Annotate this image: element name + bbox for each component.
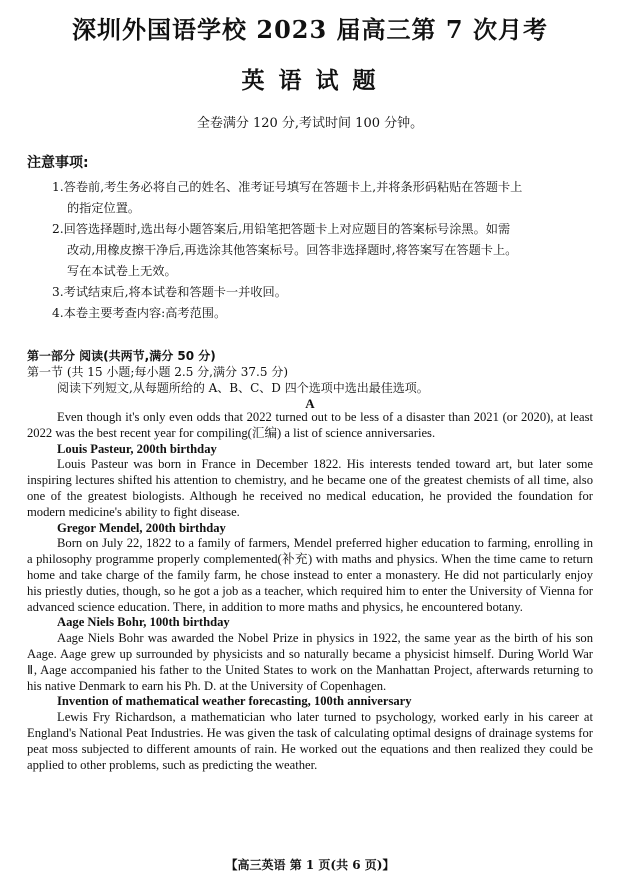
- passage-label: A: [305, 396, 315, 411]
- section-text-weather: Lewis Fry Richardson, a mathematician who later turned to psychology, worked early in his career at England's National Peat Industries. He was given the task of calculating optimal designs of drainage systems for peat moss subjected to different amounts of rain. He worked out the equations and then realized they could be applied to other problems, such as predicting the weather.: [27, 710, 593, 772]
- section-text-pasteur: Louis Pasteur was born in France in December 1822. His interests tended toward art, but later some inspiring lectures shifted his attention to chemistry, and he became one of the greatest chemists of all time, also one of the greatest biologists. Although he received no medical education, he provided the foundation for modern medicine's ability to fight disease.: [27, 457, 593, 519]
- notice-item-2: [52, 219, 600, 282]
- passage-intro: Even though it's only even odds that 2022 turned out to be less of a disaster than 2021 (or 2020), at least 2022 was the best recent year for compiling(汇编) a list of science anniversaries.: [27, 410, 593, 440]
- passage-body: [27, 410, 593, 773]
- section-title-pasteur: Louis Pasteur, 200th birthday: [57, 441, 217, 456]
- score-info: 全卷满分 120 分,考试时间 100 分钟。: [196, 116, 424, 131]
- notice-item-continuation: 的指定位置。: [67, 201, 141, 215]
- notice-item-3: [52, 282, 600, 303]
- subject-title: 英 语 试 题: [241, 68, 379, 94]
- notice-item-continuation: 改动,用橡皮擦干净后,再选涂其他答案标号。回答非选择题时,将答案写在答题卡上。: [67, 243, 518, 257]
- notice-item-4: [52, 303, 600, 324]
- section-text-mendel: Born on July 22, 1822 to a family of farmers, Mendel preferred higher education to farming, enrolling in a philosophy programme properly complemented(补充) with maths and physics. When the time came to return home and take charge of the family farm, he chose instead to enter a monastery. He did not particularly enjoy his priestly duties, though, so he got a job as a teacher, which required him to enter the University of Vienna for advanced science education. There, in addition to more maths and physics, he encountered botany.: [27, 536, 593, 614]
- section-instruction: 阅读下列短文,从每题所给的 A、B、C、D 四个选项中选出最佳选项。: [57, 381, 429, 395]
- section-title-bohr: Aage Niels Bohr, 100th birthday: [57, 615, 230, 630]
- section-heading: 第一节 (共 15 小题;每小题 2.5 分,满分 37.5 分): [27, 365, 288, 379]
- part-heading: 第一部分 阅读(共两节,满分 50 分): [27, 349, 216, 363]
- exam-title: 深圳外国语学校 2023 届高三第 7 次月考: [72, 15, 548, 44]
- notice-item-text: 4.本卷主要考查内容:高考范围。: [52, 306, 227, 320]
- notice-item-text: 2.回答选择题时,选出每小题答案后,用铅笔把答题卡上对应题目的答案标号涂黑。如需: [52, 222, 511, 236]
- notice-item-text: 3.考试结束后,将本试卷和答题卡一并收回。: [52, 285, 287, 299]
- section-title-weather: Invention of mathematical weather forecasting, 100th anniversary: [57, 694, 412, 709]
- notice-item-1: [52, 177, 600, 219]
- notice-item-continuation: 写在本试卷上无效。: [67, 264, 177, 278]
- page-footer: 【高三英语 第 1 页(共 6 页)】: [225, 858, 395, 872]
- notice-item-text: 1.答卷前,考生务必将自己的姓名、准考证号填写在答题卡上,并将条形码粘贴在答题卡上: [52, 180, 523, 194]
- section-title-mendel: Gregor Mendel, 200th birthday: [57, 520, 226, 535]
- notice-heading: 注意事项:: [27, 155, 89, 171]
- section-text-bohr: Aage Niels Bohr was awarded the Nobel Prize in physics in 1922, the same year as the birth of his son Aage. Aage grew up surrounded by physicists and so naturally became a physicist himself. During World War Ⅱ, Aage accompanied his father to the United States to work on the Manhattan Project, afterwards returning to his native Denmark to earn his Ph. D. at the University of Copenhagen.: [27, 631, 593, 693]
